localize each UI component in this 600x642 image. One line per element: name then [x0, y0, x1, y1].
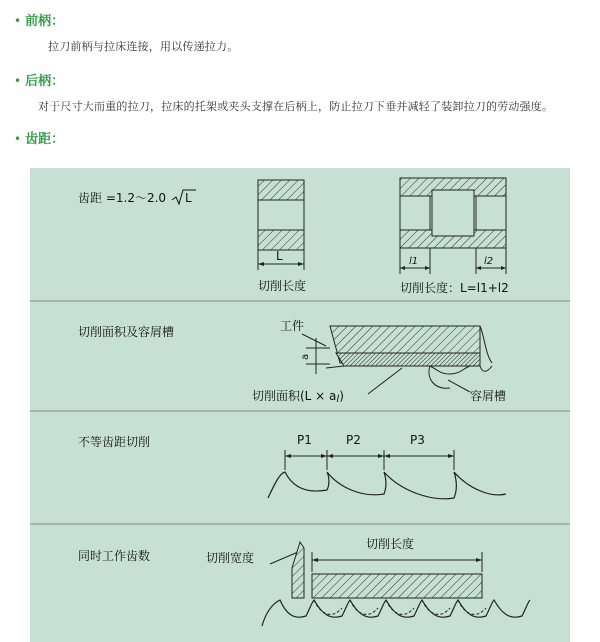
- label-l2: l2: [484, 256, 494, 267]
- label-p3: P3: [410, 433, 425, 447]
- label-cut-area: 切削面积(L × al): [252, 389, 344, 405]
- section-body: 对于尺寸大而重的拉刀，拉床的托架或夹头支撑在后柄上，防止拉刀下垂并减轻了装卸拉刀的劳动强度。: [38, 100, 554, 113]
- pitch-diagram-panel: [30, 168, 570, 642]
- label-p1: P1: [297, 433, 312, 447]
- section-body: 拉刀前柄与拉床连接，用以传递拉力。: [48, 40, 239, 53]
- workpiece-leader: [302, 334, 326, 346]
- cut-area-leader: [368, 368, 402, 394]
- sqrt-icon: [172, 190, 196, 204]
- bullet-icon: •: [14, 74, 22, 88]
- label-cut-width: 切削宽度: [206, 551, 255, 565]
- label-L: L: [276, 249, 283, 263]
- label-cut-length-3: 切削长度: [366, 537, 415, 551]
- unequal-pitch-teeth: [268, 450, 506, 499]
- label-a: a: [300, 353, 311, 360]
- section-pitch: [14, 128, 64, 147]
- label-l1: l1: [409, 256, 419, 267]
- label-p2: P2: [346, 433, 361, 447]
- label-workpiece: 工件: [280, 319, 305, 333]
- pitch-formula: 齿距 =1.2～2.0: [78, 191, 167, 205]
- row-title-cut-area: 切削面积及容屑槽: [78, 325, 175, 339]
- bullet-icon: •: [14, 14, 22, 28]
- row-title-unequal-pitch: 不等齿距切削: [78, 435, 151, 449]
- section-front-handle: [14, 10, 64, 29]
- section-title: 前柄：: [25, 14, 65, 29]
- row-title-teeth-count: 同时工作齿数: [78, 549, 151, 563]
- chip-groove-leader: [448, 380, 470, 392]
- section-title: 后柄：: [25, 74, 65, 89]
- label-chip-groove: 容屑槽: [470, 389, 507, 403]
- label-cut-length: 切削长度: [258, 279, 307, 293]
- section-rear-handle: [14, 70, 64, 89]
- label-cut-length-formula: 切削长度：L=l1+l2: [400, 281, 509, 295]
- workpiece-section: [326, 326, 492, 388]
- pitch-formula-root: L: [185, 191, 192, 205]
- simultaneous-teeth: [262, 542, 530, 626]
- section-title: 齿距：: [25, 132, 65, 147]
- pitch-diagram: [30, 168, 570, 642]
- bullet-icon: •: [14, 132, 22, 146]
